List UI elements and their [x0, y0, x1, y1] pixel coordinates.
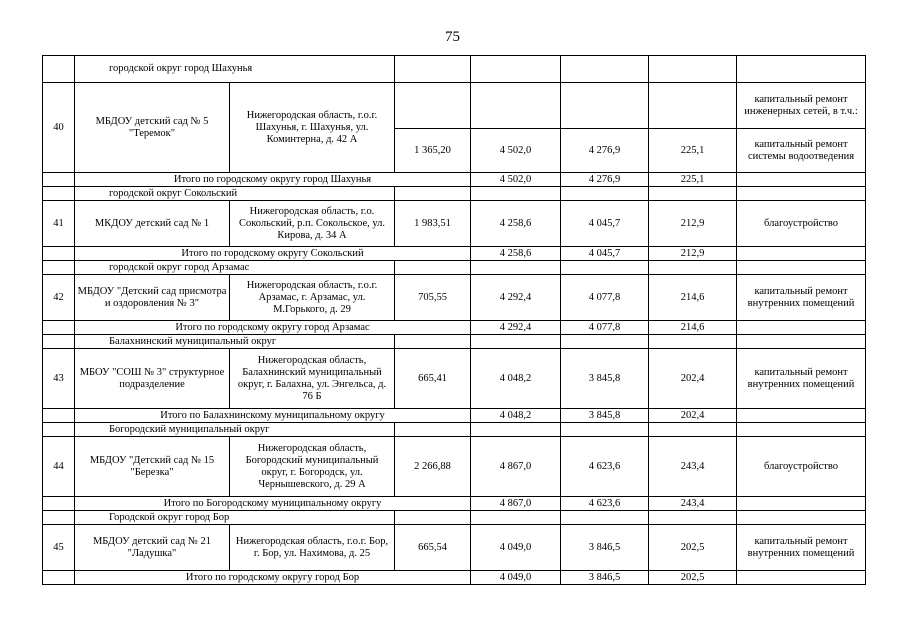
federal-value: 4 077,8: [561, 275, 649, 321]
table-row: [43, 437, 866, 497]
work-type: капитальный ремонт инженерных сетей, в т.ч.:: [737, 83, 866, 129]
total-value: 4 048,2: [471, 409, 561, 423]
institution-name: МБДОУ "Детский сад № 15 "Березка": [75, 437, 230, 497]
total-value: 4 502,0: [471, 129, 561, 173]
institution-address: Нижегородская область, г.о. Сокольский, р.п. Сокольское, ул. Кирова, д. 34 А: [230, 201, 395, 247]
regional-value: 214,6: [649, 275, 737, 321]
total-row: [43, 497, 866, 511]
row-number: 45: [43, 525, 75, 571]
table-row: [43, 201, 866, 247]
table-row: [43, 349, 866, 409]
regional-value: 225,1: [649, 173, 737, 187]
table-row: [43, 83, 866, 129]
institution-address: Нижегородская область, Богородский муниципальный округ, г. Богородск, ул. Чернышевского, д. 29 А: [230, 437, 395, 497]
work-type: капитальный ремонт системы водоотведения: [737, 129, 866, 173]
institution-name: МБДОУ детский сад № 21 "Ладушка": [75, 525, 230, 571]
federal-value: 3 845,8: [561, 349, 649, 409]
total-value: 4 258,6: [471, 201, 561, 247]
total-row: [43, 173, 866, 187]
federal-value: 4 276,9: [561, 173, 649, 187]
regional-value: 243,4: [649, 437, 737, 497]
total-row: [43, 321, 866, 335]
total-value: 4 049,0: [471, 571, 561, 585]
area-value: 1 365,20: [395, 129, 471, 173]
regional-value: 202,5: [649, 571, 737, 585]
regional-value: 212,9: [649, 201, 737, 247]
institution-name: МКДОУ детский сад № 1: [75, 201, 230, 247]
total-label: Итого по городскому округу город Арзамас: [75, 321, 471, 335]
total-label: Итого по городскому округу Сокольский: [75, 247, 471, 261]
regional-value: 202,4: [649, 409, 737, 423]
total-value: 4 049,0: [471, 525, 561, 571]
federal-value: 4 623,6: [561, 437, 649, 497]
federal-value: 4 045,7: [561, 201, 649, 247]
total-row: [43, 247, 866, 261]
regional-value: 225,1: [649, 129, 737, 173]
section-row: [43, 56, 866, 83]
total-value: 4 867,0: [471, 497, 561, 511]
section-row: [43, 335, 866, 349]
total-value: 4 502,0: [471, 173, 561, 187]
section-row: [43, 261, 866, 275]
area-value: 665,41: [395, 349, 471, 409]
section-title: Богородский муниципальный округ: [75, 423, 395, 437]
section-row: [43, 511, 866, 525]
section-row: [43, 187, 866, 201]
regional-value: 202,4: [649, 349, 737, 409]
total-label: Итого по Богородскому муниципальному округу: [75, 497, 471, 511]
total-label: Итого по городскому округу город Шахунья: [75, 173, 471, 187]
section-title: городской округ город Арзамас: [75, 261, 395, 275]
institution-name: МБДОУ детский сад № 5 "Теремок": [75, 83, 230, 173]
institution-name: МБДОУ "Детский сад присмотра и оздоровления № 3": [75, 275, 230, 321]
report-table: [42, 55, 866, 585]
federal-value: 3 845,8: [561, 409, 649, 423]
institution-name: МБОУ "СОШ № 3" структурное подразделение: [75, 349, 230, 409]
section-title: Балахнинский муниципальный округ: [75, 335, 395, 349]
row-number: 40: [43, 83, 75, 173]
total-label: Итого по городскому округу город Бор: [75, 571, 471, 585]
section-title: городской округ город Шахунья: [75, 56, 395, 83]
federal-value: 4 276,9: [561, 129, 649, 173]
table-row: [43, 525, 866, 571]
regional-value: 212,9: [649, 247, 737, 261]
institution-address: Нижегородская область, г.о.г. Арзамас, г. Арзамас, ул. М.Горького, д. 29: [230, 275, 395, 321]
total-value: 4 292,4: [471, 321, 561, 335]
total-value: 4 867,0: [471, 437, 561, 497]
area-value: 665,54: [395, 525, 471, 571]
total-row: [43, 571, 866, 585]
federal-value: 3 846,5: [561, 525, 649, 571]
federal-value: 4 077,8: [561, 321, 649, 335]
federal-value: 4 045,7: [561, 247, 649, 261]
section-title: Городской округ город Бор: [75, 511, 395, 525]
regional-value: 243,4: [649, 497, 737, 511]
work-type: капитальный ремонт внутренних помещений: [737, 525, 866, 571]
total-value: 4 292,4: [471, 275, 561, 321]
regional-value: 214,6: [649, 321, 737, 335]
federal-value: 4 623,6: [561, 497, 649, 511]
institution-address: Нижегородская область, Балахнинский муниципальный округ, г. Балахна, ул. Энгельса, д. 76 Б: [230, 349, 395, 409]
work-type: капитальный ремонт внутренних помещений: [737, 349, 866, 409]
total-row: [43, 409, 866, 423]
institution-address: Нижегородская область, г.о.г. Бор, г. Бор, ул. Нахимова, д. 25: [230, 525, 395, 571]
work-type: благоустройство: [737, 437, 866, 497]
regional-value: 202,5: [649, 525, 737, 571]
total-value: 4 048,2: [471, 349, 561, 409]
total-value: 4 258,6: [471, 247, 561, 261]
row-number: 42: [43, 275, 75, 321]
page-number: 75: [445, 29, 460, 45]
area-value: 1 983,51: [395, 201, 471, 247]
section-title: городской округ Сокольский: [75, 187, 395, 201]
row-number: 43: [43, 349, 75, 409]
work-type: капитальный ремонт внутренних помещений: [737, 275, 866, 321]
work-type: благоустройство: [737, 201, 866, 247]
institution-address: Нижегородская область, г.о.г. Шахунья, г. Шахунья, ул. Коминтерна, д. 42 А: [230, 83, 395, 173]
row-number: 41: [43, 201, 75, 247]
area-value: 2 266,88: [395, 437, 471, 497]
table-row: [43, 275, 866, 321]
row-number: 44: [43, 437, 75, 497]
area-value: 705,55: [395, 275, 471, 321]
section-row: [43, 423, 866, 437]
total-label: Итого по Балахнинскому муниципальному округу: [75, 409, 471, 423]
federal-value: 3 846,5: [561, 571, 649, 585]
